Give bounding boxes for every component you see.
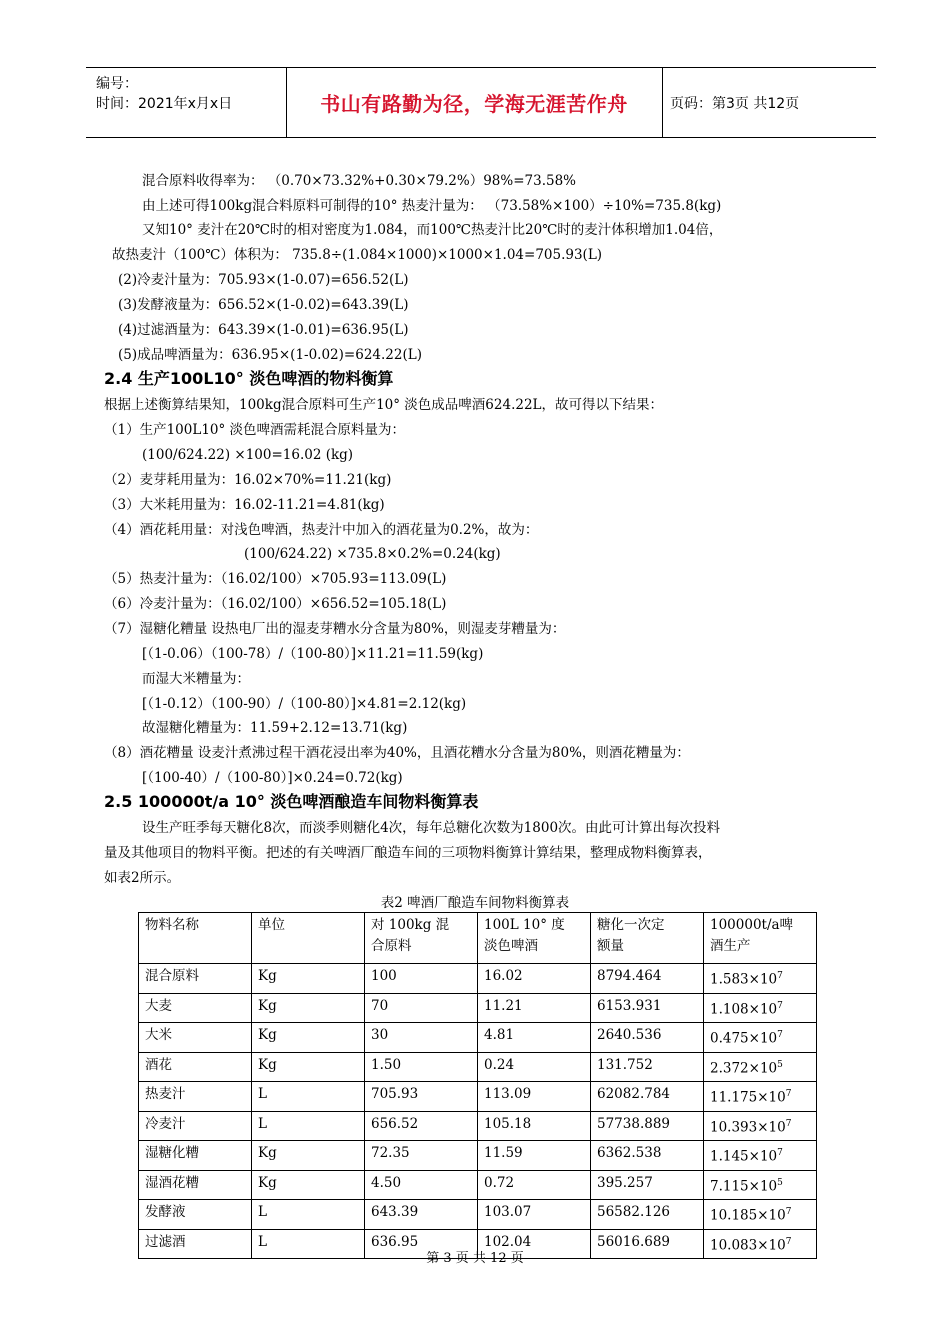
cell-per-100L: 0.72 — [478, 1170, 591, 1200]
section-heading-2-5: 2.5 100000t/a 10° 淡色啤酒酿造车间物料衡算表 — [104, 792, 479, 811]
cell-name: 大米 — [139, 1023, 252, 1053]
cell-unit: Kg — [252, 1052, 365, 1082]
cell-per-100L: 4.81 — [478, 1023, 591, 1053]
material-balance-table — [138, 912, 817, 1259]
header-number: 编号： — [96, 76, 138, 92]
cell-name: 发酵液 — [139, 1200, 252, 1230]
cell-name: 混合原料 — [139, 964, 252, 994]
text-line: 而湿大米糟量为： — [142, 671, 250, 687]
page-footer: 第 3 页 共 12 页 — [426, 1251, 524, 1266]
cell-name: 湿糖化糟 — [139, 1141, 252, 1171]
cell-unit: Kg — [252, 1170, 365, 1200]
cell-annual: $11.175\times 10^7$ — [704, 1082, 817, 1112]
cell-batch: 2640.536 — [591, 1023, 704, 1053]
text-line: 由上述可得100kg混合料原料可制得的10° 热麦汁量为： （73.58%×100）÷10%=735.8(kg) — [142, 198, 722, 214]
cell-unit: L — [252, 1200, 365, 1230]
cell-batch: 56016.689 — [591, 1229, 704, 1259]
text-line: 如表2所示。 — [104, 870, 181, 886]
table-row — [139, 1170, 817, 1200]
cell-name: 热麦汁 — [139, 1082, 252, 1112]
cell-per-100L: 105.18 — [478, 1111, 591, 1141]
text-line: (2)冷麦汁量为：705.93×(1-0.07)=656.52(L) — [118, 272, 409, 288]
table-row — [139, 1111, 817, 1141]
cell-unit: L — [252, 1229, 365, 1259]
table-caption: 表2 啤酒厂酿造车间物料衡算表 — [380, 895, 570, 911]
cell-name: 大麦 — [139, 993, 252, 1023]
cell-annual: $1.583\times 10^7$ — [704, 964, 817, 994]
header-cell: 单位 — [252, 913, 365, 964]
table-row — [139, 964, 817, 994]
cell-annual: $2.372\times 10^5$ — [704, 1052, 817, 1082]
table-row — [139, 1052, 817, 1082]
cell-annual: $7.115\times 10^5$ — [704, 1170, 817, 1200]
cell-per-100kg: 4.50 — [365, 1170, 478, 1200]
text-line: [（1-0.12）（100-90）/（100-80）]×4.81=2.12(kg) — [142, 696, 467, 712]
cell-batch: 57738.889 — [591, 1111, 704, 1141]
cell-per-100kg: 72.35 — [365, 1141, 478, 1171]
text-line: (100/624.22) ×100=16.02 (kg) — [142, 447, 354, 463]
cell-name: 过滤酒 — [139, 1229, 252, 1259]
table-row — [139, 1141, 817, 1171]
cell-per-100L: 113.09 — [478, 1082, 591, 1112]
cell-per-100L: 103.07 — [478, 1200, 591, 1230]
cell-per-100kg: 643.39 — [365, 1200, 478, 1230]
text-line: 又知10° 麦汁在20℃时的相对密度为1.084，而100℃热麦汁比20℃时的麦汁体积增加1.04倍， — [142, 222, 723, 238]
cell-per-100kg: 656.52 — [365, 1111, 478, 1141]
text-line: （6）冷麦汁量为：（16.02/100）×656.52=105.18(L) — [104, 596, 447, 612]
text-line: (4)过滤酒量为：643.39×(1-0.01)=636.95(L) — [118, 322, 409, 338]
cell-annual: $10.185\times 10^7$ — [704, 1200, 817, 1230]
cell-per-100kg: 636.95 — [365, 1229, 478, 1259]
cell-per-100L: 102.04 — [478, 1229, 591, 1259]
cell-batch: 395.257 — [591, 1170, 704, 1200]
text-line: （1）生产100L10° 淡色啤酒需耗混合原料量为： — [104, 422, 406, 438]
text-line: (5)成品啤酒量为：636.95×(1-0.02)=624.22(L) — [118, 347, 422, 363]
cell-batch: 6362.538 — [591, 1141, 704, 1171]
cell-per-100L: 11.59 — [478, 1141, 591, 1171]
table-row — [139, 993, 817, 1023]
header-time: 时间：2021年x月x日 — [96, 96, 233, 112]
text-line: （2）麦芽耗用量为：16.02×70%=11.21(kg) — [104, 472, 392, 488]
text-line: 设生产旺季每天糖化8次，而淡季则糖化4次，每年总糖化次数为1800次。由此可计算出每次投料 — [142, 820, 721, 836]
page-header — [86, 67, 876, 138]
cell-per-100kg: 30 — [365, 1023, 478, 1053]
cell-annual: $1.108\times 10^7$ — [704, 993, 817, 1023]
cell-unit: L — [252, 1111, 365, 1141]
cell-batch: 131.752 — [591, 1052, 704, 1082]
cell-per-100kg: 70 — [365, 993, 478, 1023]
text-line: （5）热麦汁量为：（16.02/100）×705.93=113.09(L) — [104, 571, 447, 587]
text-line: (3)发酵液量为：656.52×(1-0.02)=643.39(L) — [118, 297, 409, 313]
text-line: [（1-0.06）（100-78）/（100-80）]×11.21=11.59(kg) — [142, 646, 484, 662]
header-cell: 物料名称 — [139, 913, 252, 964]
text-line: [（100-40）/（100-80）]×0.24=0.72(kg) — [142, 770, 403, 786]
cell-batch: 56582.126 — [591, 1200, 704, 1230]
cell-unit: Kg — [252, 1141, 365, 1171]
cell-batch: 62082.784 — [591, 1082, 704, 1112]
cell-name: 湿酒花糟 — [139, 1170, 252, 1200]
cell-unit: Kg — [252, 993, 365, 1023]
cell-batch: 8794.464 — [591, 964, 704, 994]
text-line: （8）酒花糟量 设麦汁煮沸过程干酒花浸出率为40%，且酒花糟水分含量为80%，则酒花糟量为： — [104, 745, 690, 761]
text-line: (100/624.22) ×735.8×0.2%=0.24(kg) — [244, 546, 501, 562]
header-divider-right — [662, 68, 663, 137]
cell-name: 酒花 — [139, 1052, 252, 1082]
cell-unit: Kg — [252, 1023, 365, 1053]
cell-per-100kg: 1.50 — [365, 1052, 478, 1082]
header-cell: 100000t/a啤 酒生产 — [704, 913, 817, 964]
section-heading-2-4: 2.4 生产100L10° 淡色啤酒的物料衡算 — [104, 369, 394, 388]
header-meta — [96, 74, 232, 114]
text-line: （4）酒花耗用量：对浅色啤酒，热麦汁中加入的酒花量为0.2%，故为： — [104, 522, 539, 538]
table-row — [139, 1082, 817, 1112]
cell-annual: $10.393\times 10^7$ — [704, 1111, 817, 1141]
header-cell: 糖化一次定 额量 — [591, 913, 704, 964]
header-motto: 书山有路勤为径，学海无涯苦作舟 — [320, 92, 628, 116]
header-cell: 对 100kg 混 合原料 — [365, 913, 478, 964]
table-row — [139, 1200, 817, 1230]
cell-annual: $0.475\times 10^7$ — [704, 1023, 817, 1053]
cell-per-100L: 11.21 — [478, 993, 591, 1023]
cell-per-100L: 0.24 — [478, 1052, 591, 1082]
cell-per-100kg: 100 — [365, 964, 478, 994]
cell-annual: $1.145\times 10^7$ — [704, 1141, 817, 1171]
text-line: 量及其他项目的物料平衡。把述的有关啤酒厂酿造车间的三项物料衡算计算结果，整理成物料衡算表， — [104, 845, 712, 861]
cell-name: 冷麦汁 — [139, 1111, 252, 1141]
text-line: 混合原料收得率为： （0.70×73.32%+0.30×79.2%）98%=73.58% — [142, 173, 576, 189]
cell-unit: Kg — [252, 964, 365, 994]
cell-per-100L: 16.02 — [478, 964, 591, 994]
cell-annual: $10.083\times 10^7$ — [704, 1229, 817, 1259]
text-line: 根据上述衡算结果知，100kg混合原料可生产10° 淡色成品啤酒624.22L，故可得以下结果： — [104, 397, 664, 413]
cell-batch: 6153.931 — [591, 993, 704, 1023]
text-line: （7）湿糖化糟量 设热电厂出的湿麦芽糟水分含量为80%，则湿麦芽糟量为： — [104, 621, 566, 637]
header-page-number: 页码：第3页 共12页 — [670, 95, 800, 112]
cell-per-100kg: 705.93 — [365, 1082, 478, 1112]
table-row — [139, 1023, 817, 1053]
cell-unit: L — [252, 1082, 365, 1112]
table-header-row — [139, 913, 817, 964]
text-line: 故热麦汁（100℃）体积为： 735.8÷(1.084×1000)×1000×1.04=705.93(L) — [112, 247, 603, 263]
header-cell: 100L 10° 度 淡色啤酒 — [478, 913, 591, 964]
text-line: （3）大米耗用量为：16.02-11.21=4.81(kg) — [104, 497, 385, 513]
text-line: 故湿糖化糟量为：11.59+2.12=13.71(kg) — [142, 720, 408, 736]
